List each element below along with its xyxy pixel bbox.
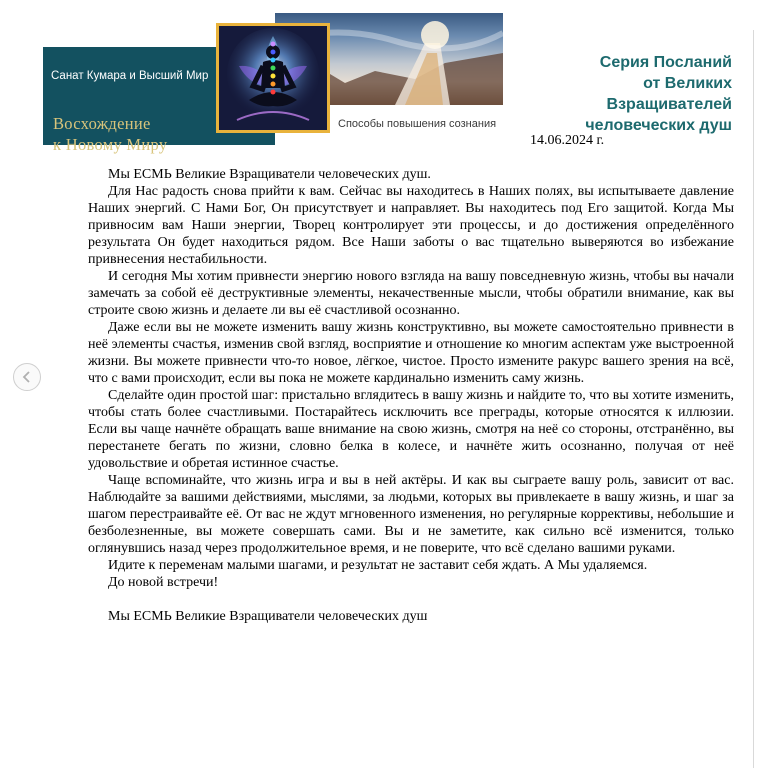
series-name-line2: к Новому Миру <box>53 135 168 154</box>
chevron-left-icon <box>21 371 33 383</box>
meditation-image-frame <box>216 23 330 133</box>
message-body <box>88 166 734 625</box>
meditation-figure-icon <box>219 26 327 130</box>
message-paragraph: Для Нас радость снова прийти к вам. Сейчас вы находитесь в Наших полях, вы испытываете давление Наших энергий. С Нами Бог, Он присутствует и направляет. Вы находитесь под Его защитой. Когда Мы привносим вам Наши энергии, Творец контролирует эти процессы, и до достижения определённого результата Он будет находиться рядом. Все Наши заботы о вас тщательно выверяются во избежание привнесения нестабильности. <box>88 184 734 267</box>
previous-page-button[interactable] <box>13 363 41 391</box>
series-title-line1: Серия Посланий <box>599 54 732 71</box>
series-title <box>585 52 732 136</box>
banner-subtitle: Способы повышения сознания <box>338 118 497 130</box>
message-paragraph: Сделайте один простой шаг: пристально вглядитесь в вашу жизнь и найдите то, что вы хотите изменить, чтобы стать более счастливыми. Постарайтесь исключить все преграды, которые относятся к иллюзии. Если вы чаще начнёте обращать ваше внимание на свою жизнь, смотря на неё со стороны, отстранённо, вы перестанете бегать по жизни, словно белка в колесе, и начнёте жить осознанно, получая от неё удовольствие и обретая истинное счастье. <box>88 388 734 471</box>
message-signature: Мы ЕСМЬ Великие Взращиватели человеческих душ <box>108 609 428 624</box>
message-paragraph: Идите к переменам малыми шагами, и результат не заставит себя ждать. А Мы удаляемся. <box>108 558 648 573</box>
series-title-line2: от Великих <box>643 75 732 92</box>
header-banner <box>43 10 503 154</box>
message-greeting: Мы ЕСМЬ Великие Взращиватели человеческих душ. <box>108 167 431 182</box>
series-title-line4: человеческих душ <box>585 117 732 134</box>
message-date: 14.06.2024 г. <box>530 133 605 148</box>
series-title-line3: Взращивателей <box>606 96 732 113</box>
message-paragraph: Даже если вы не можете изменить вашу жизнь конструктивно, вы можете самостоятельно привнести в неё элементы счастья, изменив свой взгляд, восприятие и отношение ко многим аспектам уже выстроенной жизни. Вы можете привнести что-то новое, лёгкое, чистое. Просто измените ракурс вашего зрения на всё, что с вами происходит, если вы пока не можете кардинально изменить саму жизнь. <box>88 320 734 386</box>
message-closing: До новой встречи! <box>108 575 219 590</box>
series-name <box>53 113 167 155</box>
message-paragraph: И сегодня Мы хотим привнести энергию нового взгляда на вашу повседневную жизнь, чтобы вы начали замечать за собой её деструктивные элементы, некачественные мысли, чтобы обратили внимание, как вы строите свою жизнь и делаете ли вы её счастливой осознанно. <box>88 269 734 318</box>
brand-line: Санат Кумара и Высший Мир <box>51 70 209 82</box>
message-paragraph: Чаще вспоминайте, что жизнь игра и вы в ней актёры. И как вы сыграете вашу роль, зависит от вас. Наблюдайте за вашими действиями, мыслями, за людьми, которых вы привлекаете в вашу жизнь, и шаг за шагом перестраивайте её. От вас не ждут мгновенного изменения, но регулярные коррективы, небольшие и безболезненные, вы можете совершать сами. Вы и не заметите, как сильно всё изменится, только оглянувшись назад через продолжительное время, и не поверите, что всё сделано вашими руками. <box>88 473 734 556</box>
series-name-line1: Восхождение <box>53 114 151 133</box>
page-edge-divider <box>753 30 754 768</box>
signature-spacer <box>88 591 734 608</box>
